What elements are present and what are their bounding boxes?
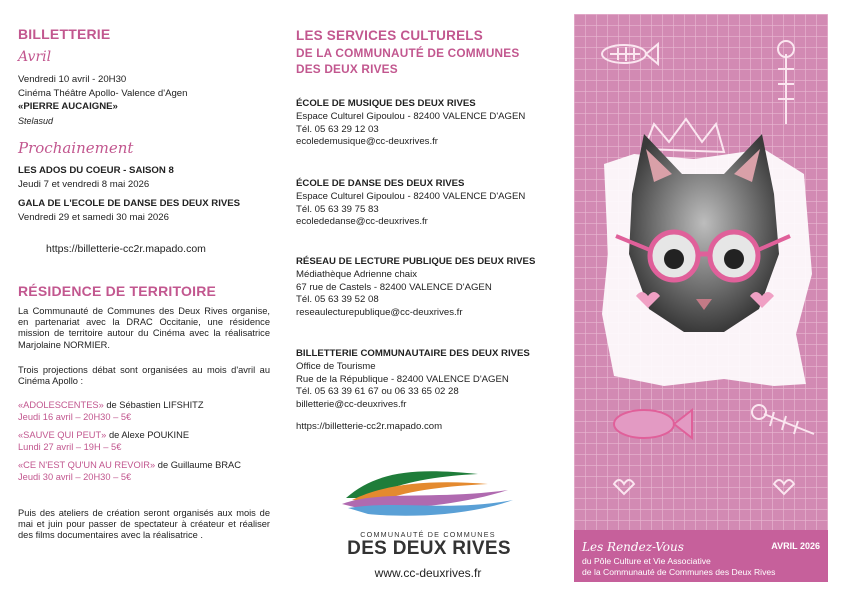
film-1-date: Jeudi 16 avril – 20H30 – 5€	[18, 411, 132, 422]
service-email[interactable]: ecolededanse@cc-deuxrives.fr	[296, 216, 428, 228]
service-name: ÉCOLE DE DANSE DES DEUX RIVES	[296, 178, 465, 189]
logo-line-2: DES DEUX RIVES	[347, 538, 511, 559]
service-phone: Tél. 05 63 39 52 08	[296, 294, 379, 306]
cover-subtitle	[582, 556, 775, 578]
event-place: Cinéma Théâtre Apollo- Valence d'Agen	[18, 88, 188, 99]
service-name: BILLETTERIE COMMUNAUTAIRE DES DEUX RIVES	[296, 348, 530, 359]
service-email[interactable]: reseaulecturepublique@cc-deuxrives.fr	[296, 307, 463, 319]
residence-outro: Puis des ateliers de création seront organisés aux mois de mai et juin pour passer de spectateur à créateur et réaliser des films documentaires avec la réalisatrice .	[18, 508, 270, 541]
cover-panel	[574, 14, 828, 582]
prochainement-heading: Prochainement	[18, 139, 134, 157]
event-title: «PIERRE AUCAIGNE»	[18, 101, 118, 112]
cover-subtitle-line-1: du Pôle Culture et Vie Associative	[582, 556, 711, 566]
film-2	[18, 430, 189, 453]
services-title-1: LES SERVICES CULTURELS	[296, 28, 483, 43]
residence-intro: La Communauté de Communes des Deux Rives organise, en partenariat avec la DRAC Occitanie, une résidence mission de territoire autour du Cinéma avec la réalisatrice Marjolaine NORMIER.	[18, 306, 270, 350]
cover-band	[574, 530, 828, 582]
film-2-date: Lundi 27 avril – 19H – 5€	[18, 441, 122, 452]
service-line: Espace Culturel Gipoulou - 82400 VALENCE D'AGEN	[296, 110, 526, 122]
services-title-3: DES DEUX RIVES	[296, 62, 398, 76]
service-line: Rue de la République - 82400 VALENCE D'AGEN	[296, 373, 509, 385]
film-3	[18, 460, 241, 483]
film-3-title: «CE N'EST QU'UN AU REVOIR»	[18, 460, 156, 470]
film-1-title: «ADOLESCENTES»	[18, 400, 104, 410]
service-phone: Tél. 05 63 39 61 67 ou 06 33 65 02 28	[296, 386, 459, 398]
service-phone: Tél. 05 63 39 75 83	[296, 203, 379, 215]
service-block-4	[296, 348, 530, 412]
event-subtitle: Stelasud	[18, 116, 54, 126]
service-line: Espace Culturel Gipoulou - 82400 VALENCE D'AGEN	[296, 190, 526, 202]
billetterie-title: BILLETTERIE	[18, 26, 111, 42]
service-block-3	[296, 256, 535, 320]
logo-line-1: COMMUNAUTÉ DE COMMUNES	[360, 530, 496, 539]
film-2-by: de Alexe POUKINE	[106, 430, 190, 440]
upcoming-title-2: GALA DE L'ECOLE DE DANSE DES DEUX RIVES	[18, 198, 241, 209]
projections-intro: Trois projections débat sont organisées au mois d'avril au Cinéma Apollo :	[18, 365, 270, 387]
billetterie-url[interactable]: https://billetterie-cc2r.mapado.com	[46, 243, 206, 255]
film-3-date: Jeudi 30 avril – 20H30 – 5€	[18, 471, 132, 482]
residence-title: RÉSIDENCE DE TERRITOIRE	[18, 283, 217, 299]
film-3-by: de Guillaume BRAC	[155, 460, 241, 470]
service-line: 67 rue de Castels - 82400 VALENCE D'AGEN	[296, 281, 492, 293]
waves-logo-icon	[338, 460, 518, 520]
services-url[interactable]: https://billetterie-cc2r.mapado.com	[296, 421, 443, 432]
cover-subtitle-line-2: de la Communauté de Communes des Deux Rives	[582, 567, 776, 577]
service-name: RÉSEAU DE LECTURE PUBLIQUE DES DEUX RIVES	[296, 256, 536, 267]
service-name: ÉCOLE DE MUSIQUE DES DEUX RIVES	[296, 98, 476, 109]
cover-illustration	[574, 14, 828, 534]
avril-heading: Avril	[18, 49, 52, 65]
service-email[interactable]: ecoledemusique@cc-deuxrives.fr	[296, 136, 438, 148]
upcoming-title-1: LES ADOS DU COEUR - SAISON 8	[18, 165, 174, 176]
upcoming-date-2: Vendredi 29 et samedi 30 mai 2026	[18, 212, 169, 223]
film-1	[18, 400, 204, 423]
service-block-1	[296, 98, 525, 149]
service-email[interactable]: billetterie@cc-deuxrives.fr	[296, 399, 407, 411]
film-1-by: de Sébastien LIFSHITZ	[103, 400, 204, 410]
cover-date: AVRIL 2026	[771, 541, 820, 551]
event-date: Vendredi 10 avril - 20H30	[18, 74, 127, 85]
service-phone: Tél. 05 63 29 12 03	[296, 123, 379, 135]
film-2-title: «SAUVE QUI PEUT»	[18, 430, 107, 440]
cover-title: Les Rendez-Vous	[582, 540, 684, 554]
website-url[interactable]: www.cc-deuxrives.fr	[374, 566, 482, 580]
services-title-2: DE LA COMMUNAUTÉ DE COMMUNES	[296, 46, 520, 60]
service-line: Office de Tourisme	[296, 360, 376, 372]
service-line: Médiathèque Adrienne chaix	[296, 268, 418, 280]
upcoming-date-1: Jeudi 7 et vendredi 8 mai 2026	[18, 179, 150, 190]
service-block-2	[296, 178, 525, 229]
